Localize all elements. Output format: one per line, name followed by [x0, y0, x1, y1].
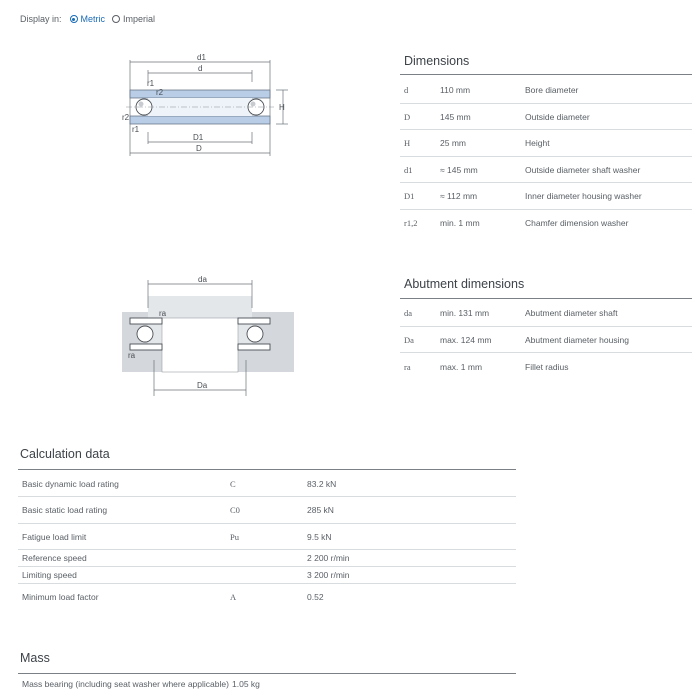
label-r1-top: r1: [147, 79, 155, 88]
abutment-rule: [400, 298, 692, 299]
abut-description: Abutment diameter housing: [525, 334, 629, 345]
label-ra-left: ra: [128, 351, 136, 360]
imperial-option-label[interactable]: Imperial: [123, 14, 156, 24]
label-d: d: [198, 64, 203, 73]
calc-value: 3 200 r/min: [307, 570, 350, 580]
display-units-label: Display in:: [20, 14, 62, 24]
dim-description: Chamfer dimension washer: [525, 218, 629, 228]
label-r2-bottom: r2: [122, 113, 130, 122]
mass-title: Mass: [20, 651, 50, 665]
table-row: [400, 183, 692, 210]
dim-symbol: D: [404, 111, 411, 122]
mass-rule: [18, 673, 516, 674]
bearing-dimensions-drawing: [118, 52, 298, 162]
calc-label: Limiting speed: [22, 570, 77, 580]
metric-option[interactable]: [70, 14, 106, 24]
abut-value: min. 131 mm: [440, 308, 490, 318]
calc-label: Minimum load factor: [22, 592, 99, 602]
dim-symbol: d: [404, 85, 409, 95]
abut-symbol: da: [404, 308, 413, 318]
label-r1-bottom: r1: [132, 125, 140, 134]
table-row: [18, 675, 516, 693]
calc-value: 83.2 kN: [307, 478, 337, 489]
table-row: [18, 567, 516, 584]
abut-value: max. 1 mm: [440, 361, 483, 372]
mass-label: Mass bearing (including seat washer where applicable): [22, 679, 229, 689]
calc-value: 9.5 kN: [307, 531, 332, 542]
dimensions-title: Dimensions: [404, 54, 470, 68]
dim-value: ≈ 145 mm: [440, 164, 478, 175]
table-row: [400, 327, 692, 353]
table-row: [18, 497, 516, 524]
label-D: D: [196, 144, 202, 153]
table-row: [400, 104, 692, 130]
label-da: da: [198, 275, 207, 284]
abutment-title: Abutment dimensions: [404, 277, 525, 291]
abut-symbol: ra: [404, 361, 411, 372]
dim-description: Inner diameter housing washer: [525, 191, 642, 201]
calc-value: 285 kN: [307, 505, 334, 515]
label-r2-top: r2: [156, 88, 164, 97]
dim-value: 145 mm: [440, 111, 471, 122]
label-height: H: [279, 103, 285, 112]
calc-value: 2 200 r/min: [307, 553, 350, 563]
label-ra-top: ra: [159, 309, 167, 318]
calculation-rule: [18, 469, 516, 470]
dim-symbol: H: [404, 138, 411, 148]
table-row: [400, 77, 692, 104]
abutment-dimensions-drawing: [118, 272, 298, 402]
dim-value: min. 1 mm: [440, 218, 480, 228]
table-row: [400, 130, 692, 157]
mass-value: 1.05 kg: [232, 679, 260, 689]
dimensions-rule: [400, 74, 692, 75]
dim-description: Outside diameter shaft washer: [525, 164, 641, 175]
dim-description: Outside diameter: [525, 111, 590, 122]
label-Da: Da: [197, 381, 208, 390]
dim-symbol: r1,2: [404, 218, 418, 228]
abut-value: max. 124 mm: [440, 334, 492, 345]
table-row: [400, 157, 692, 183]
abut-description: Abutment diameter shaft: [525, 308, 618, 318]
table-row: [18, 550, 516, 567]
dim-description: Bore diameter: [525, 85, 579, 95]
abut-symbol: Da: [404, 334, 414, 345]
calc-symbol: C0: [230, 505, 240, 515]
imperial-option[interactable]: [112, 14, 155, 24]
dim-symbol: D1: [404, 191, 415, 201]
table-row: [18, 584, 516, 610]
abut-description: Fillet radius: [525, 361, 569, 372]
label-d1: d1: [197, 53, 206, 62]
calculation-title: Calculation data: [20, 447, 110, 461]
dim-description: Height: [525, 138, 550, 148]
imperial-radio-icon[interactable]: [112, 15, 120, 23]
calc-symbol: C: [230, 478, 236, 489]
table-row: [400, 353, 692, 380]
dim-value: 25 mm: [440, 138, 466, 148]
calc-label: Reference speed: [22, 553, 87, 563]
table-row: [18, 524, 516, 550]
calc-symbol: A: [230, 592, 237, 602]
dim-value: 110 mm: [440, 85, 471, 95]
calc-value: 0.52: [307, 592, 324, 602]
table-row: [400, 300, 692, 327]
label-D1: D1: [193, 133, 204, 142]
calc-label: Basic dynamic load rating: [22, 478, 119, 489]
table-row: [400, 210, 692, 236]
calc-label: Fatigue load limit: [22, 531, 87, 542]
dim-value: ≈ 112 mm: [440, 191, 478, 201]
table-row: [18, 471, 516, 497]
metric-radio-icon[interactable]: [70, 15, 78, 23]
calc-symbol: Pu: [230, 531, 239, 542]
display-units: [20, 14, 155, 24]
metric-option-label[interactable]: Metric: [80, 14, 106, 24]
calc-label: Basic static load rating: [22, 505, 108, 515]
dim-symbol: d1: [404, 164, 413, 175]
